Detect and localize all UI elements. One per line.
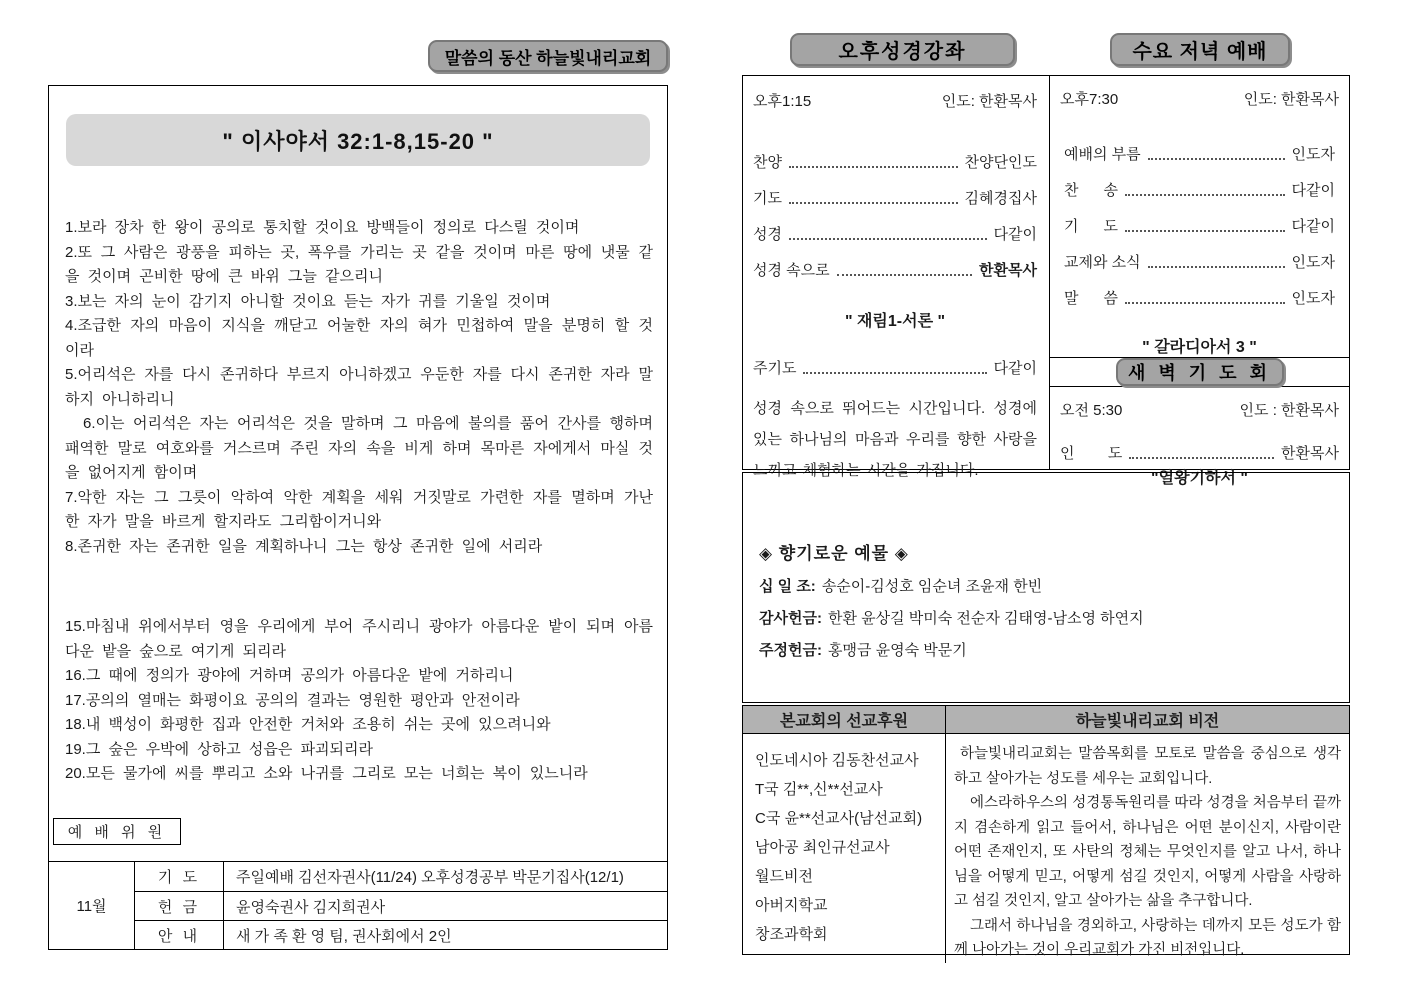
verse-5: 5.어리석은 자를 다시 존귀하다 부르지 아니하겠고 우둔한 자를 다시 존귀한 자라 말하지 아니하리니 xyxy=(65,366,653,408)
wednesday-order xyxy=(1060,143,1339,308)
dotted-leader xyxy=(803,372,986,374)
mission-item: 남아공 최인규선교사 xyxy=(755,839,890,856)
committee-row-value: 새 가 족 환 영 팀, 권사회에서 2인 xyxy=(224,920,667,949)
order-item xyxy=(753,259,1037,280)
mission-item: 창조과학회 xyxy=(755,926,828,943)
order-item xyxy=(1064,143,1335,164)
order-value: 다같이 xyxy=(1291,218,1335,235)
verse-18: 18.내 백성이 화평한 집과 안전한 거처와 조용히 쉬는 곳에 있으려니와 xyxy=(65,716,551,733)
offerings-title: ◈ 향기로운 예물 ◈ xyxy=(759,544,909,563)
verse-16: 16.그 때에 정의가 광야에 거하며 공의가 아름다운 밭에 거하리니 xyxy=(65,667,514,684)
mission-item: 인도네시아 김동찬선교사 xyxy=(755,752,919,769)
verse-15: 15.마침내 위에서부터 영을 우리에게 부어 주시리니 광야가 아름다운 밭이 되며 아름다운 밭을 숲으로 여기게 되리라 xyxy=(65,618,653,660)
wednesday-leader: 인도: 한환목사 xyxy=(1243,91,1339,108)
verse-7: 7.악한 자는 그 그릇이 악하여 악한 계획을 세워 거짓말로 가련한 자를 멸하며 가난한 자가 말을 바르게 할지라도 그리함이거니와 xyxy=(65,488,653,530)
committee-row-value: 윤영숙권사 김지희권사 xyxy=(224,891,667,920)
order-value: 인도자 xyxy=(1291,254,1335,271)
lecture-header xyxy=(753,90,1037,111)
missions-list xyxy=(743,734,946,963)
scripture-title: " 이사야서 32:1-8,15-20 " xyxy=(66,114,650,166)
dawn-prayer-band xyxy=(1050,357,1349,387)
order-item xyxy=(1064,215,1335,236)
committee-row-value: 주일예배 김선자권사(11/24) 오후성경공부 박문기집사(12/1) xyxy=(236,869,624,886)
order-value: 다같이 xyxy=(993,360,1037,377)
verse-6: 6.이는 어리석은 자는 어리석은 것을 말하며 그 마음에 불의를 품어 간사를 행하며 패역한 말로 여호와를 거스르며 주린 자의 속을 비게 하며 목마른 자에게서 마실 것을 없어지게 함이며 xyxy=(65,415,653,481)
wednesday-sermon-title: " 갈라디아서 3 " xyxy=(1142,339,1257,356)
wednesday-dawn-column xyxy=(1050,76,1349,487)
vision-paragraph: 하늘빛내리교회는 말씀목회를 모토로 말씀을 중심으로 생각하고 살아가는 성도를 세우는 교회입니다. xyxy=(954,746,1341,787)
dotted-leader xyxy=(1148,158,1285,160)
offering-label: 십 일 조: xyxy=(759,578,816,595)
missions-header: 본교회의 선교후원 xyxy=(743,706,946,734)
committee-row-label: 안 내 xyxy=(135,920,224,949)
order-item xyxy=(753,151,1037,172)
order-item xyxy=(1064,287,1335,308)
offering-names: 홍맹금 윤영숙 박문기 xyxy=(827,642,967,659)
verse-1: 1.보라 장차 한 왕이 공의로 통치할 것이요 방백들이 정의로 다스릴 것이며 xyxy=(65,219,580,236)
dotted-leader xyxy=(1125,194,1285,196)
order-label: 성경 속으로 xyxy=(753,262,830,279)
order-label: 인 도 xyxy=(1060,445,1123,462)
committee-row-label: 헌 금 xyxy=(135,891,224,920)
mission-item: T국 김**,신**선교사 xyxy=(755,781,883,798)
order-value: 김혜경집사 xyxy=(964,190,1037,207)
dotted-leader xyxy=(1125,230,1285,232)
dawn-time: 오전 5:30 xyxy=(1060,402,1123,419)
order-label: 찬양 xyxy=(753,154,782,171)
order-item xyxy=(753,187,1037,208)
dotted-leader xyxy=(1129,457,1274,459)
order-value: 찬양단인도 xyxy=(964,154,1037,171)
lecture-time: 오후1:15 xyxy=(753,93,812,110)
order-value: 한환목사 xyxy=(1281,445,1339,462)
dotted-leader xyxy=(837,274,972,276)
vision-header: 하늘빛내리교회 비전 xyxy=(946,706,1349,734)
verse-17: 17.공의의 열매는 화평이요 공의의 결과는 영원한 평안과 안전이라 xyxy=(65,691,520,709)
order-value: 인도자 xyxy=(1291,290,1335,307)
mission-item: C국 윤**선교사(남선교회) xyxy=(755,810,923,827)
dotted-leader xyxy=(1148,266,1285,268)
vision-text xyxy=(946,734,1349,963)
dawn-leader: 인도 : 한환목사 xyxy=(1239,402,1339,419)
lecture-order xyxy=(753,151,1037,280)
offering-label: 주정헌금: xyxy=(759,642,822,659)
verse-4: 4.조급한 자의 마음이 지식을 깨닫고 어눌한 자의 혀가 민첩하여 말을 분명히 할 것이라 xyxy=(65,317,653,359)
missions-vision-table xyxy=(742,705,1350,958)
offering-row xyxy=(759,639,1333,660)
afternoon-lecture-section xyxy=(743,76,1050,479)
lecture-leader: 인도: 한환목사 xyxy=(941,93,1037,110)
order-value: 한환목사 xyxy=(979,262,1037,279)
dotted-leader xyxy=(1125,302,1285,304)
order-item xyxy=(1064,251,1335,272)
order-label: 교제와 소식 xyxy=(1064,254,1141,271)
order-label: 주기도 xyxy=(753,360,797,377)
wednesday-worship-badge: 수요 저녁 예배 xyxy=(1110,33,1290,66)
wednesday-header xyxy=(1060,88,1339,109)
verse-block-gap xyxy=(65,559,653,615)
verse-20: 20.모든 물가에 씨를 뿌리고 소와 나귀를 그리로 모는 너희는 복이 있느니라 xyxy=(65,765,588,782)
lecture-description: 성경 속으로 뛰어드는 시간입니다. 성경에 있는 하나님의 마음과 우리를 향한 사랑을 느끼고 체험하는 시간을 가집니다. xyxy=(753,400,1037,479)
dotted-leader xyxy=(789,202,958,204)
afternoon-lecture-badge: 오후성경강좌 xyxy=(790,33,1015,66)
order-item xyxy=(753,357,1037,378)
dawn-sermon-title: "열왕기하서 " xyxy=(1151,470,1248,487)
order-label: 예배의 부름 xyxy=(1064,146,1141,163)
offerings-section xyxy=(742,472,1350,703)
order-label: 찬 송 xyxy=(1064,182,1118,199)
lecture-sermon-title: " 재림1-서론 " xyxy=(844,313,946,330)
offering-label: 감사헌금: xyxy=(759,610,822,627)
dotted-leader xyxy=(789,166,958,168)
verse-19: 19.그 숲은 우박에 상하고 성읍은 파괴되리라 xyxy=(65,740,374,758)
order-item xyxy=(753,223,1037,244)
left-page xyxy=(48,85,668,950)
committee-month: 11월 xyxy=(49,862,135,949)
verse-8: 8.존귀한 자는 존귀한 일을 계획하나니 그는 항상 존귀한 일에 서리라 xyxy=(65,537,543,555)
offering-row xyxy=(759,575,1333,596)
masthead-badge: 말씀의 동산 하늘빛내리교회 xyxy=(428,40,668,72)
verse-3: 3.보는 자의 눈이 감기지 아니할 것이요 듣는 자가 귀를 기울일 것이며 xyxy=(65,292,551,310)
right-page-main-box xyxy=(742,75,1350,487)
wednesday-time: 오후7:30 xyxy=(1060,91,1119,108)
committee-row-label: 기 도 xyxy=(135,862,224,891)
order-value: 인도자 xyxy=(1291,146,1335,163)
verse-2: 2.또 그 사람은 광풍을 피하는 곳, 폭우를 가리는 곳 같을 것이며 마른 땅에 냇물 같을 것이며 곤비한 땅에 큰 바위 그늘 같으리니 xyxy=(65,243,653,285)
mission-item: 월드비전 xyxy=(755,868,813,885)
order-item xyxy=(1060,442,1339,463)
offering-names: 한환 윤상길 박미숙 전순자 김태영-남소영 하연지 xyxy=(827,610,1144,627)
order-value: 다같이 xyxy=(993,226,1037,243)
worship-committee-label: 예 배 위 원 xyxy=(53,818,181,845)
order-label: 말 씀 xyxy=(1064,290,1118,307)
dawn-header xyxy=(1060,399,1339,420)
dotted-leader xyxy=(789,238,987,240)
vision-paragraph: 그래서 하나님을 경외하고, 사랑하는 데까지 모든 성도가 함께 나아가는 것이 우리교회가 가진 비전입니다. xyxy=(954,917,1341,958)
order-label: 기 도 xyxy=(1064,218,1118,235)
vision-paragraph: 에스라하우스의 성경통독원리를 따라 성경을 처음부터 끝까지 겸손하게 읽고 들어서, 하나님은 어떤 분이신지, 사람이란 어떤 존재인지, 또 사탄의 정체는 무엇인지를 알고 나서, 하나님을 어떻게 믿고, 어떻게 섬길 것인지, 어떻게 사람을 사랑하고 섬길 것인지, 알고 살아가는 삶을 추구합니다. xyxy=(954,795,1341,909)
order-label: 기도 xyxy=(753,190,782,207)
order-value: 다같이 xyxy=(1291,182,1335,199)
offering-names: 송순이-김성호 임순녀 조윤재 한빈 xyxy=(821,578,1043,595)
dawn-prayer-badge: 새 벽 기 도 회 xyxy=(1116,358,1284,386)
worship-committee-table xyxy=(48,861,668,950)
wednesday-worship-section xyxy=(1050,76,1349,357)
order-label: 성경 xyxy=(753,226,782,243)
scripture-text xyxy=(65,216,653,787)
offering-row xyxy=(759,607,1333,628)
order-item xyxy=(1064,179,1335,200)
mission-item: 아버지학교 xyxy=(755,897,828,914)
